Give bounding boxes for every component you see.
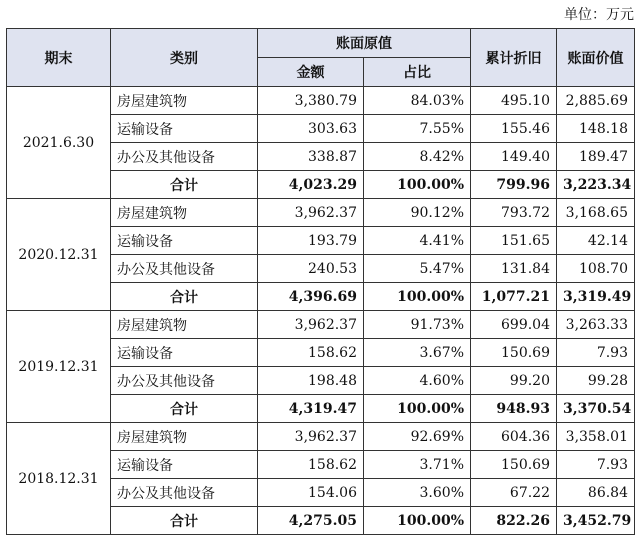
amount-cell: 3,380.79 <box>258 87 364 115</box>
depreciation-cell: 155.46 <box>471 115 557 143</box>
book-value-cell: 7.93 <box>557 451 635 479</box>
ratio-cell: 3.60% <box>364 479 471 507</box>
ratio-cell: 100.00% <box>364 283 471 311</box>
ratio-cell: 84.03% <box>364 87 471 115</box>
ratio-cell: 3.67% <box>364 339 471 367</box>
depreciation-cell: 99.20 <box>471 367 557 395</box>
depreciation-cell: 822.26 <box>471 507 557 535</box>
category-cell: 运输设备 <box>111 339 258 367</box>
book-value-cell: 3,223.34 <box>557 171 635 199</box>
category-cell: 房屋建筑物 <box>111 311 258 339</box>
category-cell: 运输设备 <box>111 115 258 143</box>
ratio-cell: 100.00% <box>364 507 471 535</box>
amount-cell: 158.62 <box>258 451 364 479</box>
book-value-cell: 3,452.79 <box>557 507 635 535</box>
amount-cell: 4,275.05 <box>258 507 364 535</box>
depreciation-cell: 67.22 <box>471 479 557 507</box>
category-cell: 房屋建筑物 <box>111 423 258 451</box>
unit-label: 单位：万元 <box>564 7 634 23</box>
amount-cell: 193.79 <box>258 227 364 255</box>
depreciation-cell: 699.04 <box>471 311 557 339</box>
header-ratio: 占比 <box>364 58 471 87</box>
book-value-cell: 3,263.33 <box>557 311 635 339</box>
header-accum-depreciation: 累计折旧 <box>471 29 557 87</box>
category-cell: 运输设备 <box>111 227 258 255</box>
amount-cell: 240.53 <box>258 255 364 283</box>
amount-cell: 198.48 <box>258 367 364 395</box>
table-row <box>7 423 635 451</box>
ratio-cell: 7.55% <box>364 115 471 143</box>
ratio-cell: 4.60% <box>364 367 471 395</box>
table-row <box>7 87 635 115</box>
category-cell: 合计 <box>111 507 258 535</box>
book-value-cell: 3,370.54 <box>557 395 635 423</box>
book-value-cell: 7.93 <box>557 339 635 367</box>
book-value-cell: 108.70 <box>557 255 635 283</box>
period-cell: 2018.12.31 <box>7 423 111 535</box>
depreciation-cell: 799.96 <box>471 171 557 199</box>
ratio-cell: 100.00% <box>364 395 471 423</box>
header-amount: 金额 <box>258 58 364 87</box>
category-cell: 房屋建筑物 <box>111 87 258 115</box>
ratio-cell: 91.73% <box>364 311 471 339</box>
amount-cell: 4,396.69 <box>258 283 364 311</box>
ratio-cell: 92.69% <box>364 423 471 451</box>
period-cell: 2021.6.30 <box>7 87 111 199</box>
header-category: 类别 <box>111 29 258 87</box>
book-value-cell: 86.84 <box>557 479 635 507</box>
amount-cell: 3,962.37 <box>258 311 364 339</box>
depreciation-cell: 948.93 <box>471 395 557 423</box>
category-cell: 合计 <box>111 171 258 199</box>
book-value-cell: 3,168.65 <box>557 199 635 227</box>
book-value-cell: 148.18 <box>557 115 635 143</box>
depreciation-cell: 151.65 <box>471 227 557 255</box>
category-cell: 合计 <box>111 283 258 311</box>
depreciation-cell: 1,077.21 <box>471 283 557 311</box>
amount-cell: 338.87 <box>258 143 364 171</box>
depreciation-cell: 150.69 <box>471 451 557 479</box>
category-cell: 办公及其他设备 <box>111 255 258 283</box>
header-period: 期末 <box>7 29 111 87</box>
category-cell: 房屋建筑物 <box>111 199 258 227</box>
book-value-cell: 99.28 <box>557 367 635 395</box>
fixed-assets-table <box>6 28 635 535</box>
book-value-cell: 42.14 <box>557 227 635 255</box>
table-row <box>7 199 635 227</box>
period-cell: 2019.12.31 <box>7 311 111 423</box>
table-row <box>7 311 635 339</box>
book-value-cell: 3,319.49 <box>557 283 635 311</box>
amount-cell: 158.62 <box>258 339 364 367</box>
category-cell: 办公及其他设备 <box>111 479 258 507</box>
amount-cell: 154.06 <box>258 479 364 507</box>
amount-cell: 4,319.47 <box>258 395 364 423</box>
ratio-cell: 100.00% <box>364 171 471 199</box>
ratio-cell: 5.47% <box>364 255 471 283</box>
category-cell: 合计 <box>111 395 258 423</box>
category-cell: 办公及其他设备 <box>111 143 258 171</box>
depreciation-cell: 131.84 <box>471 255 557 283</box>
category-cell: 运输设备 <box>111 451 258 479</box>
ratio-cell: 4.41% <box>364 227 471 255</box>
ratio-cell: 90.12% <box>364 199 471 227</box>
amount-cell: 4,023.29 <box>258 171 364 199</box>
depreciation-cell: 495.10 <box>471 87 557 115</box>
depreciation-cell: 150.69 <box>471 339 557 367</box>
book-value-cell: 189.47 <box>557 143 635 171</box>
amount-cell: 3,962.37 <box>258 199 364 227</box>
period-cell: 2020.12.31 <box>7 199 111 311</box>
depreciation-cell: 604.36 <box>471 423 557 451</box>
ratio-cell: 3.71% <box>364 451 471 479</box>
header-original-value: 账面原值 <box>258 29 471 58</box>
amount-cell: 303.63 <box>258 115 364 143</box>
table-body <box>7 87 635 535</box>
book-value-cell: 2,885.69 <box>557 87 635 115</box>
depreciation-cell: 149.40 <box>471 143 557 171</box>
book-value-cell: 3,358.01 <box>557 423 635 451</box>
header-book-value: 账面价值 <box>557 29 635 87</box>
amount-cell: 3,962.37 <box>258 423 364 451</box>
ratio-cell: 8.42% <box>364 143 471 171</box>
depreciation-cell: 793.72 <box>471 199 557 227</box>
category-cell: 办公及其他设备 <box>111 367 258 395</box>
